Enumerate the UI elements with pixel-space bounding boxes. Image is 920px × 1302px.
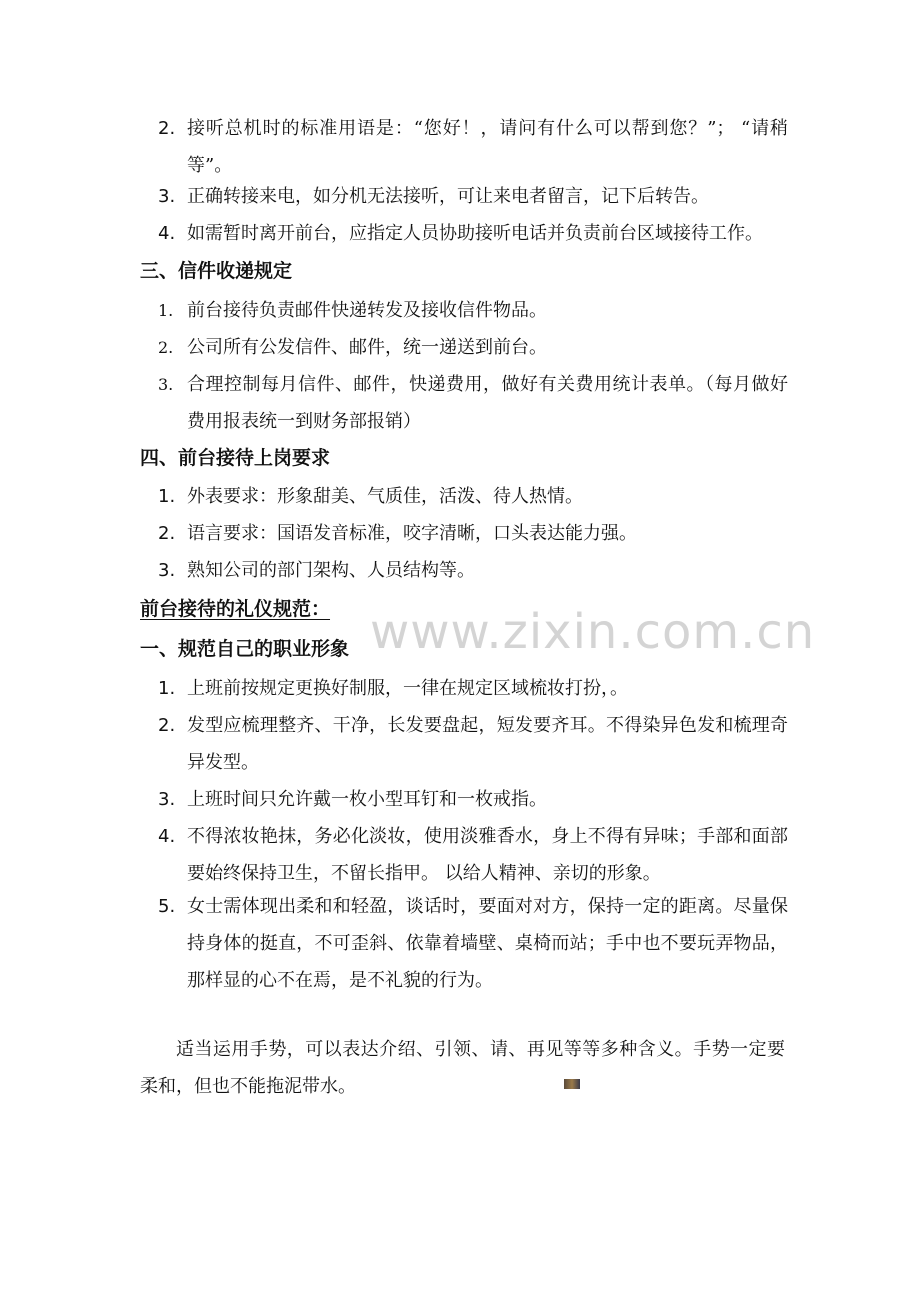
list-number: 3. [158,560,176,581]
list-text: 发型应梳理整齐、干净，长发要盘起，短发要齐耳。不得染异色发和梳理奇异发型。 [187,715,788,773]
list-text: 语言要求：国语发音标准，咬字清晰，口头表达能力强。 [187,523,637,544]
list-text: 接听总机时的标准用语是：“您好！，请问有什么可以帮到您？”； “请稍等”。 [187,118,788,176]
section-heading: 一、规范自己的职业形象 [140,638,350,660]
list-number: 1. [158,486,176,507]
list-text: 熟知公司的部门架构、人员结构等。 [187,560,475,581]
list-text: 合理控制每月信件、邮件，快递费用，做好有关费用统计表单。（每月做好费用报表统一到财务部报销） [187,374,788,432]
list-number: 2. [158,715,176,736]
list-item [158,707,788,781]
list-text: 公司所有公发信件、邮件，统一递送到前台。 [187,337,547,358]
list-item [158,366,788,440]
list-text: 正确转接来电，如分机无法接听，可让来电者留言，记下后转告。 [187,186,709,207]
list-number: 3. [158,789,176,810]
list-item [158,329,788,366]
list-number: 1. [158,678,176,699]
list-number: 4. [158,223,176,244]
small-image-icon [564,1079,580,1089]
list-text: 如需暂时离开前台，应指定人员协助接听电话并负责前台区域接待工作。 [187,223,763,244]
list-item [158,215,788,252]
list-number: 1. [158,301,174,320]
list-text: 前台接待负责邮件快递转发及接收信件物品。 [187,300,547,321]
list-text: 不得浓妆艳抹，务必化淡妆，使用淡雅香水，身上不得有异味；手部和面部要始终保持卫生，不留长指甲。 以给人精神、亲切的形象。 [187,826,788,884]
list-number: 2. [158,523,176,544]
list-text: 上班时间只允许戴一枚小型耳钉和一枚戒指。 [187,789,547,810]
list-text: 上班前按规定更换好制服，一律在规定区域梳妆打扮，。 [187,678,628,699]
list-number: 4. [158,826,176,847]
list-number: 3. [158,186,176,207]
list-item [158,110,788,184]
document-title: 前台接待的礼仪规范： [140,598,331,620]
list-item [158,178,788,215]
list-item [158,292,788,329]
list-item [158,888,788,999]
list-number: 3. [158,375,174,394]
list-item [158,478,788,515]
list-number: 2. [158,338,174,357]
list-text: 女士需体现出柔和和轻盈，谈话时，要面对对方，保持一定的距离。尽量保持身体的挺直，不可歪斜、依靠着墙壁、桌椅而站；手中也不要玩弄物品，那样显的心不在焉，是不礼貌的行为。 [187,896,788,991]
list-number: 5. [158,896,176,917]
list-number: 2. [158,118,176,139]
section-heading: 三、信件收递规定 [140,260,293,282]
list-item [158,515,788,552]
list-item [158,781,788,818]
list-item [158,670,788,707]
list-item [158,552,788,589]
watermark: www.zixin.com.cn [370,604,816,660]
closing-paragraph: 适当运用手势，可以表达介绍、引领、请、再见等等多种含义。手势一定要柔和，但也不能拖泥带水。 [140,1039,785,1097]
section-heading: 四、前台接待上岗要求 [140,447,331,469]
list-text: 外表要求：形象甜美、气质佳，活泼、待人热情。 [187,486,583,507]
list-item [158,818,788,892]
